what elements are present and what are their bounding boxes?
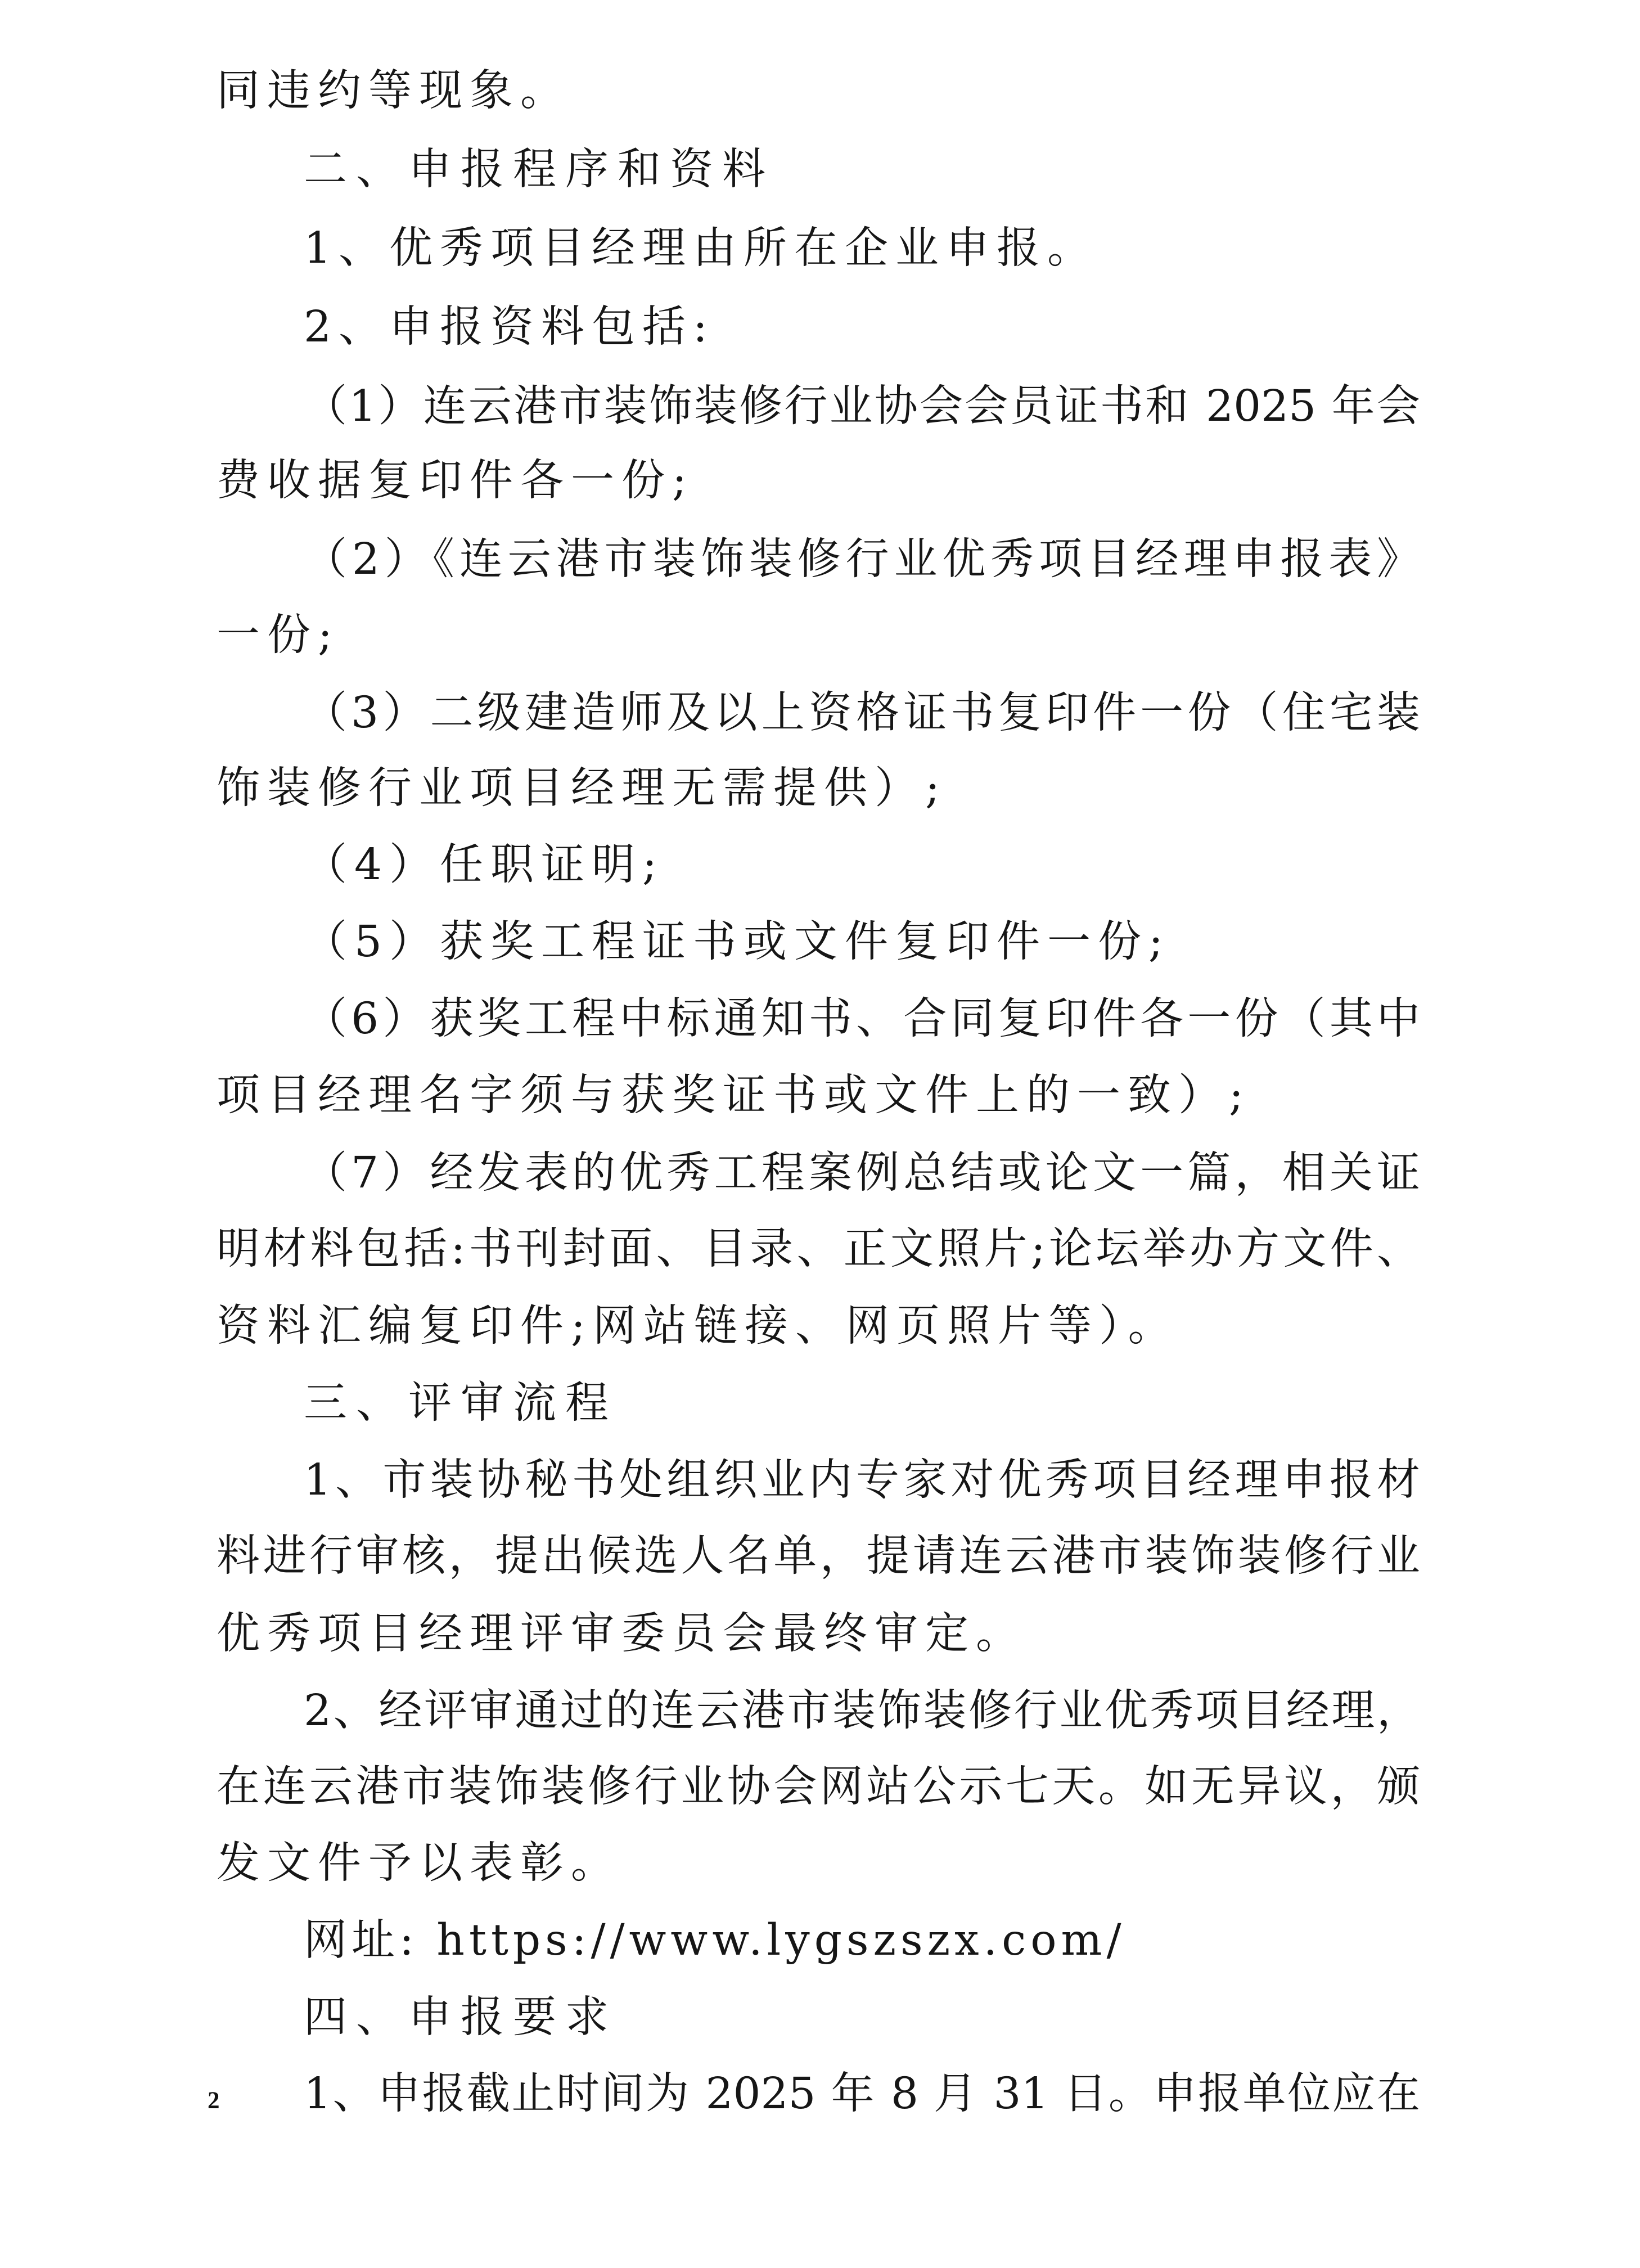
- text-line: （4）任职证明;: [304, 840, 664, 890]
- text-line: 资料汇编复印件;网站链接、网页照片等）。: [217, 1301, 1179, 1351]
- text-line: 饰装修行业项目经理无需提供）;: [217, 763, 947, 813]
- text-line: 一份;: [217, 610, 340, 660]
- text-line: 同违约等现象。: [217, 66, 571, 116]
- text-line: 1、优秀项目经理由所在企业申报。: [304, 223, 1098, 273]
- text-line: （5）获奖工程证书或文件复印件一份;: [304, 917, 1170, 967]
- text-line: 优秀项目经理评审委员会最终审定。: [217, 1609, 1026, 1659]
- text-line: （6）获奖工程中标通知书、合同复印件各一份（其中: [304, 994, 1420, 1044]
- website-url: 网址: https://www.lygszszx.com/: [304, 1915, 1126, 1965]
- text-line: 费收据复印件各一份;: [217, 456, 694, 506]
- text-line: 1、申报截止时间为 2025 年 8 月 31 日。申报单位应在: [304, 2069, 1420, 2119]
- text-line: 发文件予以表彰。: [217, 1838, 621, 1888]
- text-line: 项目经理名字须与获奖证书或文件上的一致）;: [217, 1070, 1251, 1120]
- text-line: 2、申报资料包括:: [304, 302, 715, 352]
- text-line: （3）二级建造师及以上资格证书复印件一份（住宅装: [304, 688, 1420, 738]
- section-heading: 四、申报要求: [304, 1992, 618, 2042]
- section-heading: 二、申报程序和资料: [304, 145, 774, 195]
- text-line: （7）经发表的优秀工程案例总结或论文一篇，相关证: [304, 1148, 1420, 1198]
- section-heading: 三、评审流程: [304, 1378, 618, 1428]
- text-line: 1、市装协秘书处组织业内专家对优秀项目经理申报材: [304, 1455, 1420, 1505]
- text-line: （1）连云港市装饰装修行业协会会员证书和 2025 年会: [304, 381, 1420, 431]
- text-line: 在连云港市装饰装修行业协会网站公示七天。如无异议，颁: [217, 1762, 1420, 1812]
- text-line: （2）《连云港市装饰装修行业优秀项目经理申报表》: [304, 534, 1420, 584]
- text-line: 明材料包括:书刊封面、目录、正文照片;论坛举办方文件、: [217, 1224, 1420, 1274]
- text-line: 料进行审核，提出候选人名单，提请连云港市装饰装修行业: [217, 1531, 1420, 1581]
- text-line: 2、经评审通过的连云港市装饰装修行业优秀项目经理，: [304, 1686, 1420, 1736]
- page-number: 2: [208, 2087, 220, 2114]
